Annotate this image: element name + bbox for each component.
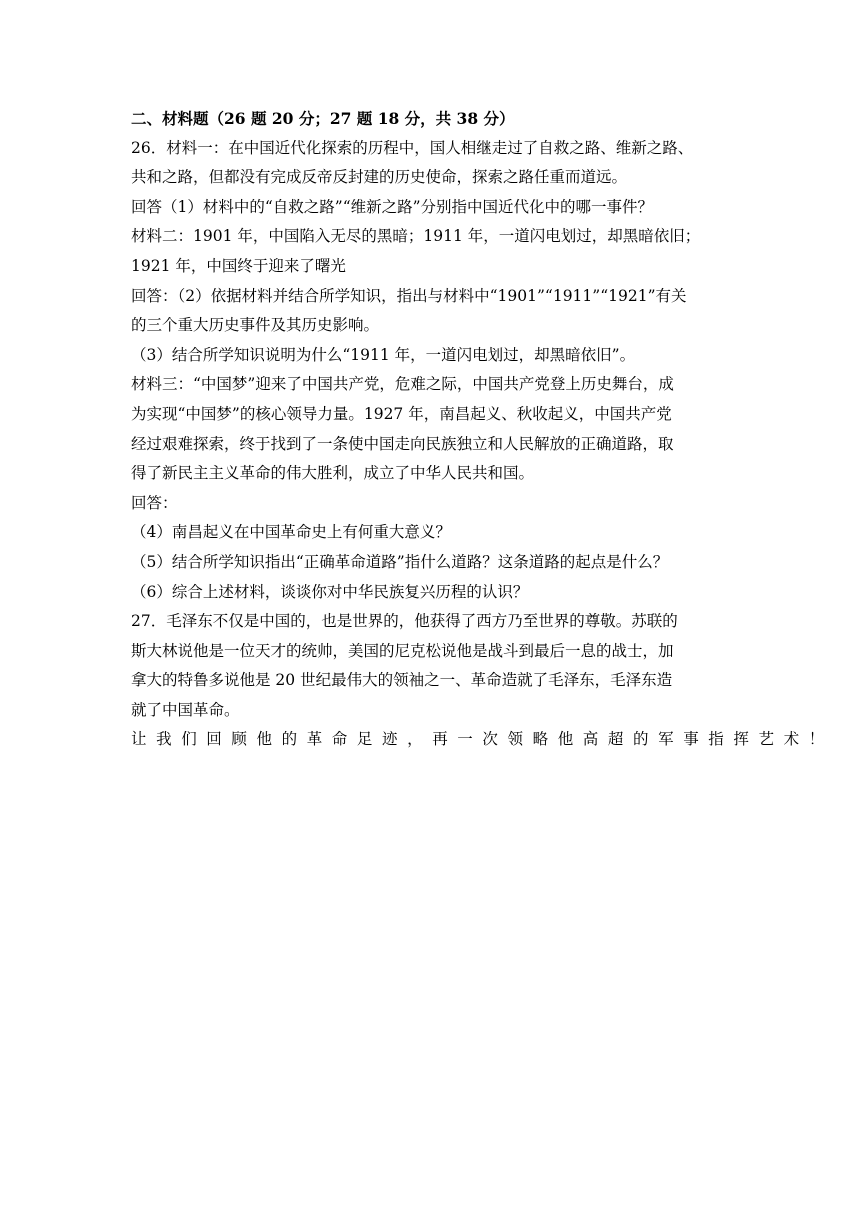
- question-1: 回答（1）材料中的“自救之路”“维新之路”分别指中国近代化中的哪一事件？: [131, 197, 654, 216]
- material-three-line: 为实现“中国梦”的核心领导力量。1927 年，南昌起义、秋收起义，中国共产党: [131, 404, 672, 423]
- question-2: 回答：（2）依据材料并结合所学知识，指出与材料中“1901”“1911”“1921”有关: [131, 286, 687, 305]
- section-heading: 二、材料题（26 题 20 分；27 题 18 分，共 38 分）: [131, 109, 515, 128]
- question-27-line: 27．毛泽东不仅是中国的，也是世界的，他获得了西方乃至世界的尊敬。苏联的: [131, 612, 678, 631]
- material-three-line: 经过艰难探索，终于找到了一条使中国走向民族独立和人民解放的正确道路，取: [131, 434, 674, 453]
- question-5: （5）结合所学知识指出“正确革命道路”指什么道路？这条道路的起点是什么？: [131, 552, 669, 571]
- material-three-line: 得了新民主主义革命的伟大胜利，成立了中华人民共和国。: [131, 464, 535, 483]
- material-two-line: 1921 年，中国终于迎来了曙光: [131, 256, 346, 275]
- question-4: （4）南昌起义在中国革命史上有何重大意义？: [131, 523, 451, 542]
- material-three-line: 材料三：“中国梦”迎来了中国共产党，危难之际，中国共产党登上历史舞台，成: [131, 375, 674, 394]
- material-two-line: 材料二：1901 年，中国陷入无尽的黑暗；1911 年，一道闪电划过，却黑暗依旧；: [131, 227, 701, 246]
- question-6: （6）综合上述材料，谈谈你对中华民族复兴历程的认识？: [131, 582, 529, 601]
- question-27-line: 斯大林说他是一位天才的统帅，美国的尼克松说他是战斗到最后一息的战士，加: [131, 641, 674, 660]
- document-page: [131, 104, 834, 755]
- question-27-line: 让我们回顾他的革命足迹，再一次领略他高超的军事指挥艺术！: [131, 730, 834, 749]
- question-27-line: 拿大的特鲁多说他是 20 世纪最伟大的领袖之一、革命造就了毛泽东，毛泽东造: [131, 671, 673, 690]
- material-one-line: 共和之路，但都没有完成反帝反封建的历史使命，探索之路任重而道远。: [131, 168, 628, 187]
- question-2: 的三个重大历史事件及其历史影响。: [131, 316, 380, 335]
- material-one-line: 26．材料一：在中国近代化探索的历程中，国人相继走过了自救之路、维新之路、: [131, 138, 694, 157]
- question-3: （3）结合所学知识说明为什么“1911 年，一道闪电划过，却黑暗依旧”。: [131, 345, 636, 364]
- question-27-line: 就了中国革命。: [131, 700, 240, 719]
- question-26: [131, 134, 735, 608]
- question-27: [131, 607, 834, 755]
- answer-label: 回答：: [131, 493, 178, 512]
